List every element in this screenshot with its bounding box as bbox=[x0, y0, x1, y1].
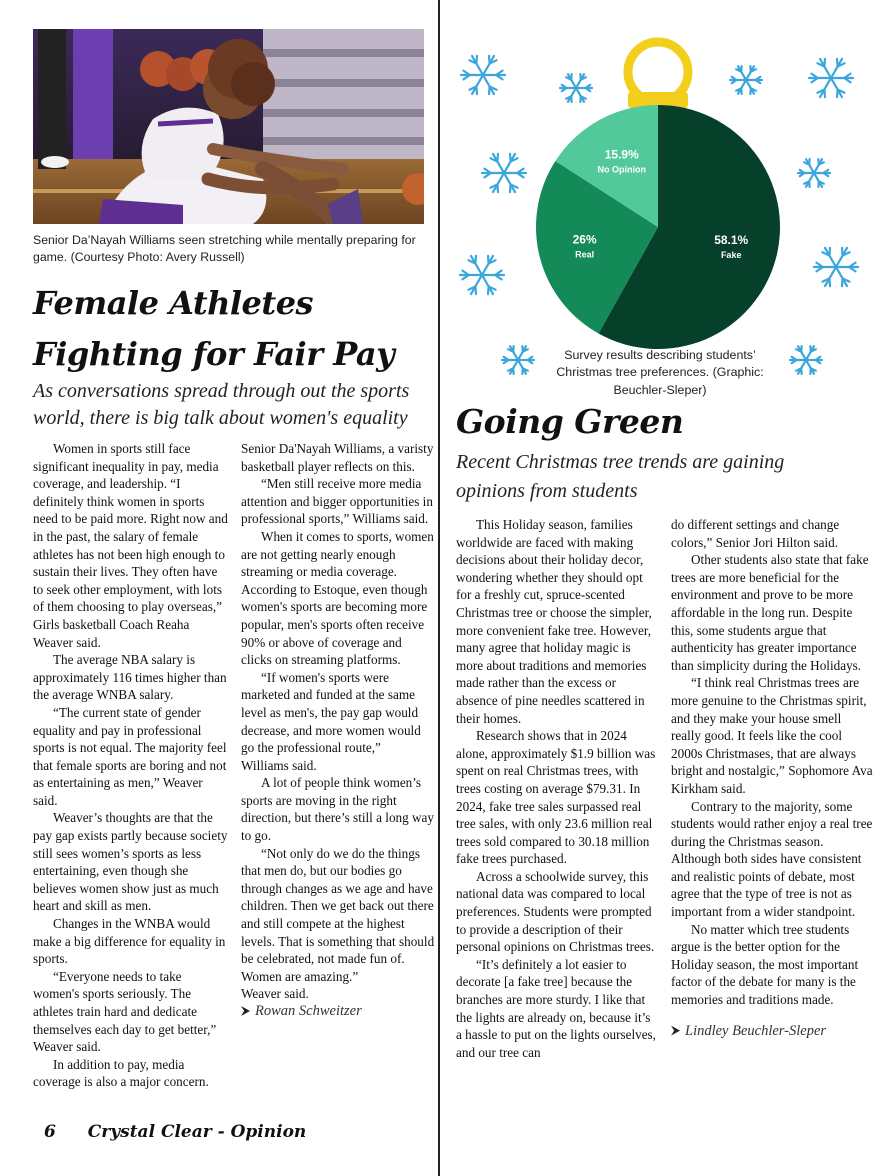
pie-category-label: No Opinion bbox=[597, 164, 647, 175]
paragraph: Research shows that in 2024 alone, approximately $1.9 billion was spent on real Christmas trees, with trees costing on average $79.31. In 2024, fake tree sales surpassed real tree sales, with only 23.6 million real trees sold compared to 30.18 million fake trees purchased. bbox=[456, 728, 656, 867]
paragraph: “I think real Christmas trees are more genuine to the Christmas spirit, and they make your house smell really good. It feels like the cool 2000s Christmases, that are always bright and nostalgic,” Sophomore Ava Kirkham said. bbox=[671, 675, 873, 796]
paragraph: Weaver said. bbox=[241, 986, 309, 1002]
subheadline-left: As conversations spread through out the sports world, there is big talk about women's equality bbox=[33, 380, 410, 429]
snowflake-icon bbox=[461, 56, 505, 94]
snowflake-icon bbox=[814, 248, 858, 286]
photo-caption: Senior Da’Nayah Williams seen stretching while mentally preparing for game. (Courtesy Photo: Avery Russell) bbox=[33, 233, 416, 264]
pie-value-label: 15.9% bbox=[604, 147, 639, 162]
paragraph: “It’s definitely a lot easier to decorate [a fake tree] because the branches are more sturdy. I like that the lights are already on, because it’s a hassle to put on the lights ourselves, and our tree can bbox=[456, 956, 656, 1060]
christmas-ornament-pie-chart bbox=[446, 30, 870, 390]
paragraph: “If women's sports were marketed and funded at the same level as men's, the pay gap would decrease, and more women would go the professional route,” bbox=[241, 669, 421, 756]
snowflake-icon bbox=[798, 159, 830, 187]
paragraph: “Everyone needs to take women's sports seriously. The athletes train hard and dedicate themselves each day to get better,” Weaver said. bbox=[33, 968, 217, 1055]
snowflake-icon bbox=[560, 74, 592, 102]
paragraph: Weaver’s thoughts are that the pay gap exists partly because society still sees women’s sports as less entertaining, even though she believes women show just as much heart and skill as men. bbox=[33, 810, 228, 914]
byline-right bbox=[671, 1023, 873, 1041]
paragraph: “The current state of gender equality and pay in professional sports is not equal. The majority feel that female sports are boring and not as entertaining as men,” Weaver said. bbox=[33, 704, 227, 808]
pie-category-label: Fake bbox=[720, 250, 742, 261]
paragraph: No matter which tree students argue is the better option for the Holiday season, the most important factor of the debate for many is the memories and traditions made. bbox=[671, 921, 859, 1008]
paragraph: do different settings and change colors,” Senior Jori Hilton said. bbox=[671, 517, 840, 550]
page-number: 6 bbox=[44, 1122, 56, 1142]
paragraph: A lot of people think women’s sports are moving in the right direction, but there’s still a long way to go. bbox=[241, 775, 435, 844]
byline-left bbox=[241, 1003, 435, 1021]
headline-line-1: Female Athletes bbox=[33, 284, 314, 322]
pie-slices bbox=[536, 105, 780, 349]
headline-female-athletes bbox=[33, 278, 433, 380]
paragraph: When it comes to sports, women are not getting nearly enough streaming or media coverage. According to Estoque, even though women's sports are becoming more popular, men's sports often receive 90% or above of coverage and clicks on streaming platforms. bbox=[241, 528, 434, 668]
paragraph: Women in sports still face significant inequality in pay, media coverage, and leadership. “I definitely think women in sports need to be paid more. Right now and in the past, the salary of female athletes has not been high enough to sustain their lives. They often have to seek other employment, with lots of them choosing to play overseas,” Girls basketball Coach Reaha Weaver said. bbox=[33, 441, 228, 650]
column-divider bbox=[438, 0, 440, 1176]
ornament-cap bbox=[628, 42, 688, 108]
paragraph: “Men still receive more media attention and bigger opportunities in professional sports,” Williams said. bbox=[241, 476, 433, 527]
pie-category-label: Real bbox=[575, 249, 595, 260]
paragraph: The average NBA salary is approximately 116 times higher than the average WNBA salary. bbox=[33, 652, 227, 703]
graphic-caption: Survey results describing students’ Christmas tree preferences. (Graphic: Beuchler-Sleper) bbox=[556, 348, 764, 397]
pie-chart-svg bbox=[446, 30, 870, 390]
left-article-column-1 bbox=[33, 440, 229, 1091]
headline-going-green: Going Green bbox=[456, 402, 684, 441]
paragraph: In addition to pay, media coverage is also a major concern. bbox=[33, 1056, 209, 1090]
right-article-column-2 bbox=[671, 516, 873, 1040]
paragraph: Contrary to the majority, some students would rather enjoy a real tree during the Christmas season. Although both sides have consistent and realistic points of debate, most agree that the type of tree is not as important from a wider standpoint. bbox=[671, 798, 873, 920]
photo-illustration bbox=[33, 29, 424, 224]
snowflake-icon bbox=[730, 66, 762, 94]
paragraph: “Not only do we do the things that men do, but our bodies go through changes as we age and have children. Then we get back out there and still compete at the highest levels. That is something that should be celebrated, not made fun of. Women are amazing.” bbox=[241, 845, 435, 984]
snowflake-icon bbox=[482, 154, 526, 192]
page-footer bbox=[44, 1122, 306, 1142]
pie-value-label: 58.1% bbox=[714, 233, 749, 248]
paragraph: Changes in the WNBA would make a big difference for equality in sports. bbox=[33, 916, 226, 967]
snowflake-icon bbox=[502, 346, 534, 374]
pie-value-label: 26% bbox=[572, 232, 597, 247]
paragraph: This Holiday season, families worldwide are faced with making decisions about their holiday decor, wondering whether they should opt for a freshly cut, spruce-scented Christmas tree or choose the simpler, more convenient fake tree. However, many agree that holiday magic is more about traditions and memories made rather than the excess or absence of pine needles scattered in their homes. bbox=[456, 517, 652, 726]
subheadline-right: Recent Christmas tree trends are gaining opinions from students bbox=[456, 451, 785, 502]
right-article-column-1 bbox=[456, 516, 657, 1061]
paragraph: Williams said. bbox=[241, 757, 317, 773]
paragraph: Other students also state that fake trees are more beneficial for the environment and prove to be more affordable in the long run. Despite this, some students argue that authenticity has greater importance than simplicity during the Holidays. bbox=[671, 552, 869, 673]
snowflake-icon bbox=[790, 346, 822, 374]
byline-author: Rowan Schweitzer bbox=[255, 1003, 362, 1019]
headline-line-2: Fighting for Fair Pay bbox=[33, 335, 395, 373]
snowflake-icon bbox=[460, 256, 504, 294]
byline-arrow-icon bbox=[671, 1026, 680, 1036]
byline-author: Lindley Beuchler-Sleper bbox=[685, 1022, 827, 1039]
byline-arrow-icon bbox=[241, 1006, 250, 1016]
section-name: Crystal Clear - Opinion bbox=[87, 1122, 307, 1142]
snowflake-icon bbox=[809, 59, 853, 97]
paragraph: Across a schoolwide survey, this national data was compared to local preferences. Students were prompted to provide a description of their personal opinions on Christmas trees. bbox=[456, 868, 655, 955]
paragraph: Senior Da'Nayah Williams, a varisty basketball player reflects on this. bbox=[241, 441, 434, 474]
left-article-column-2 bbox=[241, 440, 435, 1021]
basketball-player-photo bbox=[33, 29, 424, 224]
